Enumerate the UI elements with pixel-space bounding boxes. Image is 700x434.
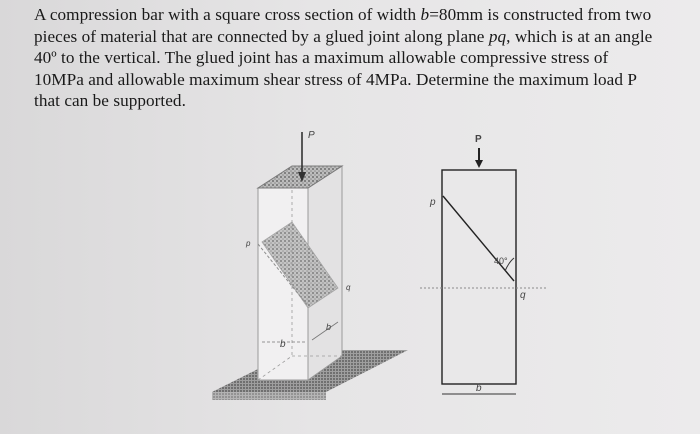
load-label-3d: P — [308, 130, 315, 141]
problem-line-4: 10MPa and allowable maximum shear stress of 4MPa. Determine the maximum load P — [34, 69, 637, 89]
point-q-2d: q — [520, 290, 526, 301]
side-label-3d: b — [326, 322, 332, 332]
bar-3d-figure — [212, 130, 408, 400]
point-p-3d: p — [246, 239, 251, 248]
problem-line-2: pieces of material that are connected by a glued joint along plane pq, which is at an angle — [34, 26, 653, 46]
bar-2d-figure — [420, 134, 546, 394]
width-label-2d: b — [476, 383, 482, 394]
width-label-3d: b — [280, 339, 286, 350]
point-q-3d: q — [346, 283, 351, 292]
bar-outline-2d — [442, 170, 516, 384]
point-p-2d: p — [430, 197, 436, 208]
problem-line-1: A compression bar with a square cross section of width b=80mm is constructed from two — [34, 5, 652, 24]
variable-pq: pq — [488, 26, 507, 46]
angle-label: 40° — [494, 256, 508, 266]
ground-support-front — [212, 392, 326, 400]
problem-line-3: 40º to the vertical. The glued joint has a maximum allowable compressive stress of — [34, 48, 609, 68]
load-label-2d: P — [475, 134, 482, 145]
variable-b: b — [420, 5, 430, 24]
problem-line-5: that can be supported. — [34, 91, 186, 111]
load-arrow-head-2d — [475, 160, 483, 168]
